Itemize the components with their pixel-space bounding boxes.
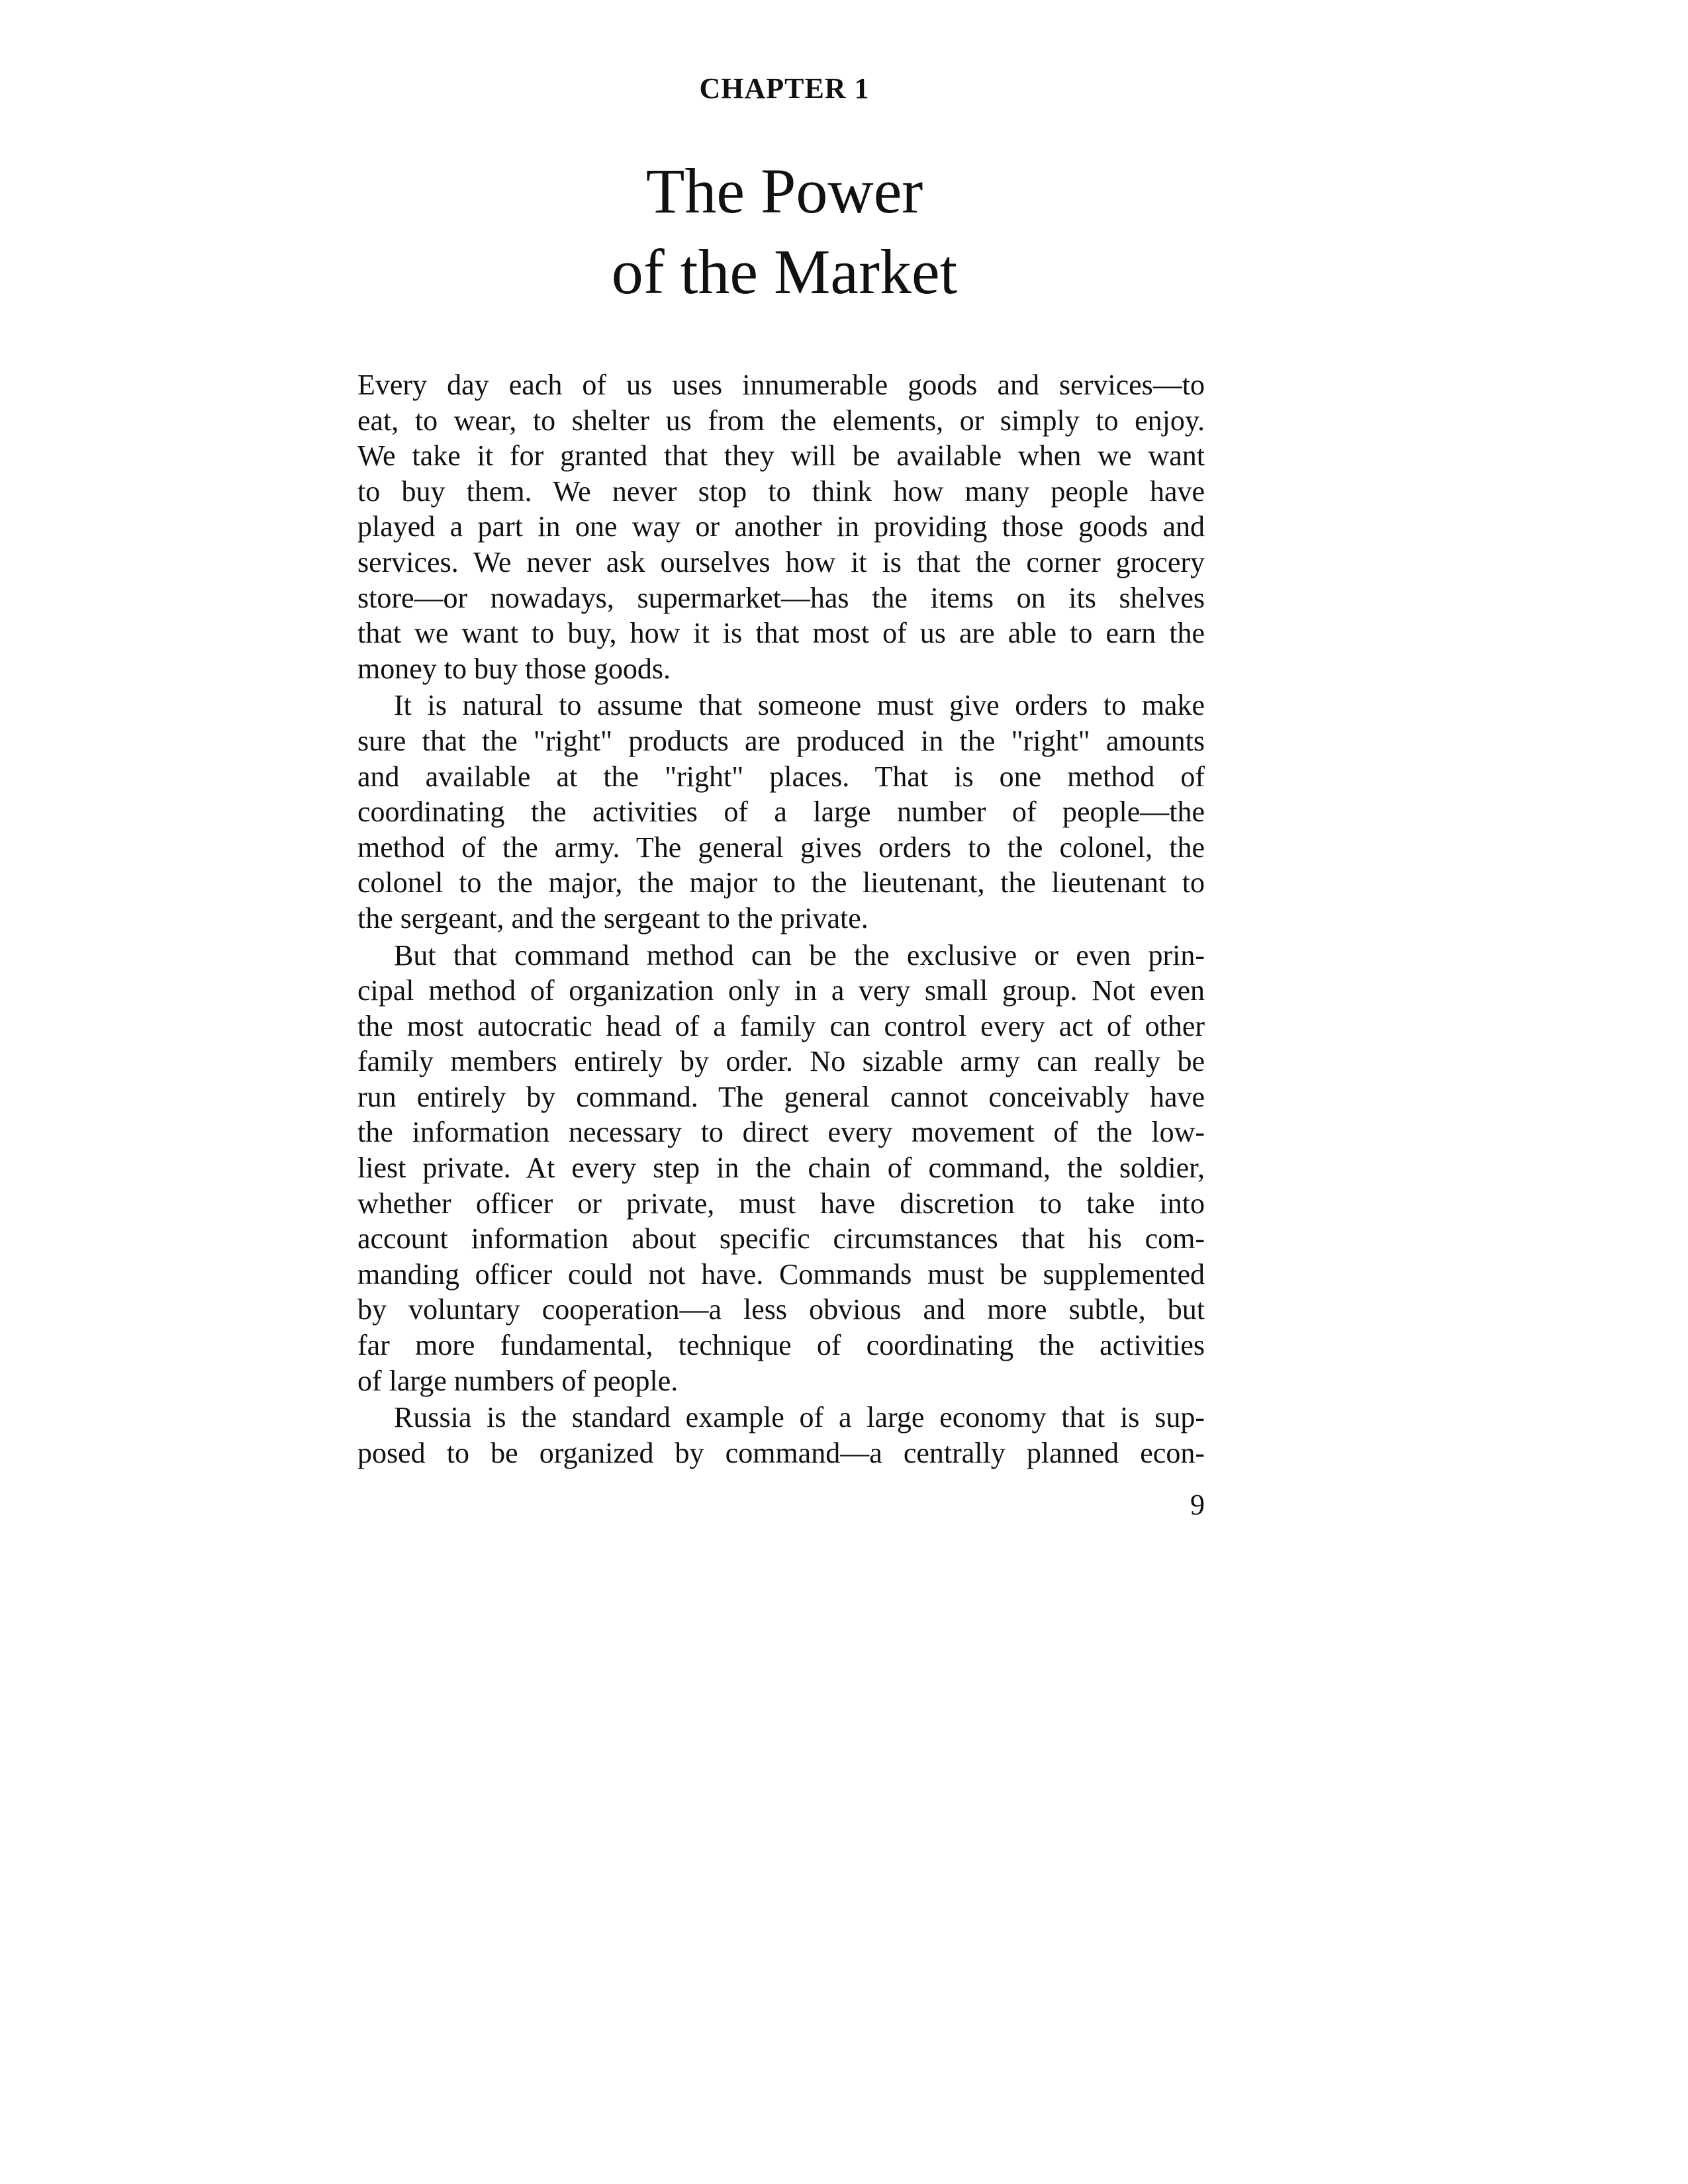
text-line: the sergeant, and the sergeant to the private.: [357, 901, 868, 934]
text-line: account information about specific circumstances that his com-: [357, 1222, 1205, 1255]
text-line: the most autocratic head of a family can control every act of other: [357, 1009, 1205, 1042]
text-line: to buy them. We never stop to think how many people have: [357, 475, 1205, 508]
text-line: liest private. At every step in the chain of command, the soldier,: [357, 1152, 1205, 1185]
text-line: money to buy those goods.: [357, 652, 671, 685]
text-line: and available at the "right" places. That is one method of: [357, 760, 1205, 793]
text-line: Russia is the standard example of a large economy that is sup-: [394, 1401, 1205, 1434]
text-line: far more fundamental, technique of coordinating the activities: [357, 1329, 1205, 1362]
text-line: We take it for granted that they will be available when we want: [357, 439, 1205, 473]
text-line: Every day each of us uses innumerable goods and services—to: [357, 369, 1205, 401]
text-line: coordinating the activities of a large number of people—the: [357, 796, 1205, 829]
text-line: sure that the "right" products are produced in the "right" amounts: [357, 724, 1205, 757]
text-line: the information necessary to direct every movement of the low-: [357, 1116, 1205, 1149]
paragraph-4: [357, 1400, 1205, 1471]
text-line: by voluntary cooperation—a less obvious and more subtle, but: [357, 1293, 1205, 1326]
body-text: [357, 367, 1205, 1471]
text-line: posed to be organized by command—a centrally planned econ-: [357, 1436, 1205, 1469]
chapter-title: [0, 151, 1569, 312]
paragraph-2: [357, 688, 1205, 936]
chapter-title-line-2: of the Market: [611, 236, 958, 307]
chapter-label: CHAPTER 1: [699, 72, 870, 105]
text-line: store—or nowadays, supermarket—has the items on its shelves: [357, 581, 1205, 614]
text-line: manding officer could not have. Commands must be supplemented: [357, 1257, 1205, 1291]
text-line: method of the army. The general gives orders to the colonel, the: [357, 831, 1205, 864]
text-line: whether officer or private, must have discretion to take into: [357, 1187, 1205, 1220]
page-number: 9: [1190, 1488, 1205, 1521]
text-line: run entirely by command. The general cannot conceivably have: [357, 1080, 1205, 1113]
text-line: family members entirely by order. No sizable army can really be: [357, 1045, 1205, 1078]
text-line: cipal method of organization only in a very small group. Not even: [357, 974, 1205, 1007]
text-line: played a part in one way or another in providing those goods and: [357, 510, 1205, 543]
text-line: services. We never ask ourselves how it is that the corner grocery: [357, 545, 1205, 578]
text-line: But that command method can be the exclusive or even prin-: [394, 938, 1205, 972]
paragraph-3: [357, 938, 1205, 1399]
text-line: of large numbers of people.: [357, 1364, 679, 1397]
text-line: eat, to wear, to shelter us from the elements, or simply to enjoy.: [357, 404, 1205, 437]
text-line: that we want to buy, how it is that most of us are able to earn the: [357, 617, 1205, 650]
chapter-title-line-1: The Power: [645, 156, 923, 226]
text-line: It is natural to assume that someone must give orders to make: [394, 689, 1205, 722]
text-line: colonel to the major, the major to the lieutenant, the lieutenant to: [357, 866, 1205, 899]
paragraph-1: [357, 367, 1205, 686]
